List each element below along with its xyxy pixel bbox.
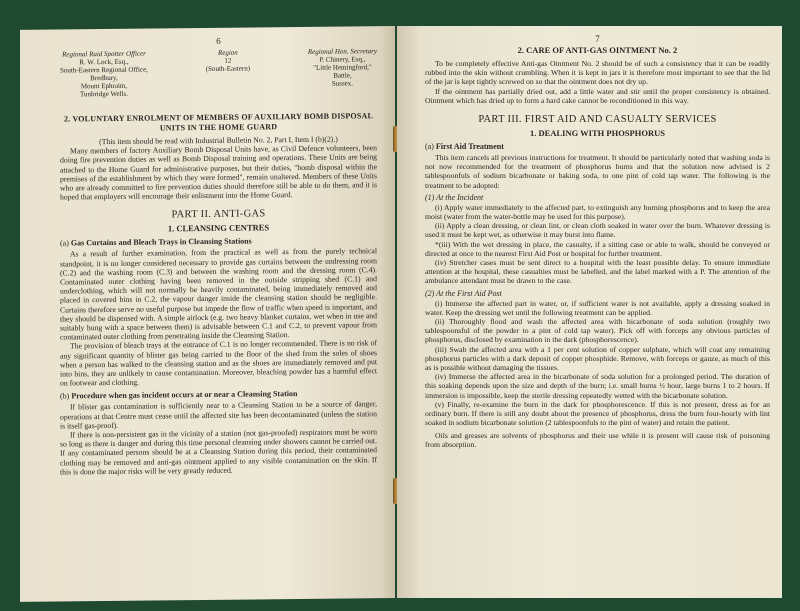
- page-number: 7: [595, 34, 600, 44]
- section-heading: 1. DEALING WITH PHOSPHORUS: [530, 128, 665, 139]
- officer-hon-secretary: Regional Hon. Secretary P. Chinery, Esq., "Little Hemingford," Battle, Sussex.: [307, 47, 377, 88]
- left-page: [20, 26, 395, 602]
- list-item: *(iii) With the wet dressing in place, the casualty, if a sitting case or able to walk, should be conveyed or directed at once to the nearest First Aid Post or hospital for further treatment.: [425, 239, 770, 258]
- section-title: 2. VOLUNTARY ENROLMENT OF MEMBERS OF AUXILIARY BOMB DISPOSAL UNITS IN THE HOME GUARD: [63, 111, 373, 133]
- list-item: (v) Finally, re-examine the burn in the dark for phosphorescence. If this is not present, dress as for an ordinary burn. If there is still any doubt about the presence of phosphorus, dress the burn four-hourly with lint soaked in sodium bicarbonate solution (2 tablespoonfuls to the pint of water) and retain the patient.: [425, 399, 770, 428]
- officer-raid-spotter: Regional Raid Spotter Officer R. W. Lock, Esq., South-Eastern Regional Office, Bredbury, Mount Ephraim, Tunbridge Wells.: [60, 49, 148, 99]
- part-heading: PART II. ANTI-GAS: [171, 208, 266, 221]
- right-page: [397, 26, 782, 598]
- subsection-heading: (a) First Aid Treatment: [425, 142, 504, 152]
- section-note: (This item should be read with Industrial Bulletin No. 2, Part I, Item I (b)(2).): [99, 134, 338, 147]
- list-item: (iv) Immerse the affected area in the bicarbonate of soda solution for a prolonged period. The duration of this soaking depends upon the size and depth of the burn; i.e. small burns ½ hour, large burns 1 to 2 hours. If immersion is impossible, keep the sterile dressing repeatedly wetted with the bicarbonate solution.: [425, 372, 770, 400]
- list-item: (ii) Apply a clean dressing, or clean lint, or clean cloth soaked in water over the burn. Whatever dressing is used it must be kept wet, as otherwise it may burst into flame.: [425, 221, 770, 240]
- subsection-heading: (b) Procedure when gas incident occurs at or near a Cleansing Station: [60, 389, 298, 401]
- closing-paragraph: Oils and greases are solvents of phosphorus and their use while it is present will cause risk of poisoning from absorption.: [425, 430, 770, 449]
- body-paragraph: If blister gas contamination is sufficiently near to a Cleansing Station to be a source of danger, operations at that Centre must cease until the affected site has been decontaminated (unless the station is itself gas-proof).: [60, 399, 377, 431]
- body-paragraph: To be completely effective Anti-gas Ointment No. 2 should be of such a consistency that it can be readily rubbed into the skin without crumbling. When it is kept in jars it is therefore most important to see that the lid of the jar is kept tightly screwed on so that the ointment does not dry up.: [425, 59, 770, 87]
- list-item: (i) Immerse the affected part in water, or, if sufficient water is not available, apply a dressing soaked in water. Keep the dressing wet until the following treatment can be applied.: [425, 298, 770, 317]
- body-paragraph: As a result of further examination, from the practical as well as from the purely technical standpoint, it is no longer considered necessary to provide gas curtains between the undressing room (C.2) and the washing room (C.3) and between the washing room and the dressing room (C.4). Contaminated outer clothing having been removed in the outside stripping shed (C.1) and underclothing, which will not normally be heavily contaminated, being immediately removed and placed in covered bins in C.2, the vapour danger inside the cleansing station should be negligible. Curtains therefore serve no useful purpose but impede the flow of traffic when speed is important, and they should be dispensed with. A simple airlock (e.g. two heavy blanket curtains, wet when in use and suitably hung with a space between them) is advisable between C.1 and C.2, to prevent vapour from contaminated outer clothing from penetrating inside the Cleansing Station.: [60, 246, 377, 342]
- body-paragraph: If the ointment has partially dried out, add a little water and stir until the proper consistency is obtained. Ointment which has dried up to form a hard cake cannot be reconditioned in this way.: [425, 86, 770, 105]
- officer-region: Region 12 (South-Eastern): [205, 48, 251, 73]
- section-heading: 1. CLEANSING CENTRES: [167, 222, 270, 234]
- page-number: 6: [216, 35, 221, 46]
- list-item: (i) Apply water immediately to the affected part, to extinguish any burning phosphorus and to keep the area moist (water from the water-bottle may be used for this purpose).: [425, 202, 770, 222]
- body-paragraph: This item cancels all previous instructions for treatment. It should be particularly noted that washing soda is not now recommended for the treatment of phosphorus burns and that the solution now advised is 2 tablespoonfuls of sodium bicarbonate or baking soda, to one pint of cold tap water. The following is the treatment to be adopted:: [425, 153, 770, 190]
- numbered-heading: (2) At the First Aid Post: [425, 288, 502, 298]
- body-paragraph: The provision of bleach trays at the entrance of C.1 is no longer recommended. There is no risk of any significant quantity of blister gas being carried to the floor of the shed from the soles of shoes when a person has walked to the cleansing station and as the shoes are immediately removed and put into bins, they are unlikely to cause contamination. Moreover, bleaching powder has a harmful effect on footwear and clothing.: [60, 338, 377, 388]
- subsection-heading: (a) Gas Curtains and Bleach Trays in Cleansing Stations: [60, 236, 252, 248]
- list-item: (ii) Thoroughly flood and wash the affected area with bicarbonate of soda solution (roughly two tablespoonsful of the powder to a pint of cold tap water). Pick off with forceps any obvious particles of phosphorus, disclosed by examination in the dark (phosphorescence).: [425, 317, 770, 345]
- part-heading: PART III. FIRST AID AND CASUALTY SERVICES: [478, 114, 717, 126]
- section-heading: 2. CARE OF ANTI-GAS OINTMENT No. 2: [517, 45, 678, 55]
- numbered-heading: (1) At the Incident: [425, 192, 484, 202]
- body-paragraph: Many members of factory Auxiliary Bomb Disposal Units have, as Civil Defence volunteers, been doing fire prevention duties as well as Bomb Disposal training and operations. These Units are being attached to the Home Guard for administrative purposes, but their duties, "bomb disposal within the premises of the establishment by which they were formed", remain unaltered. Members of these Units who are already committed to fire prevention duties should therefore still be able to do them, and it is hoped that employers will encourage their enlistment into the Home Guard.: [60, 143, 377, 202]
- booklet-spread: [20, 26, 782, 598]
- list-item: (iii) Swab the affected area with a 1 per cent solution of copper sulphate, which will coat any remaining phosphorus particles with a dark deposit of copper phosphide. Remove, with forceps or gauze, as much of this as is possible without damaging the tissues.: [425, 344, 770, 373]
- body-paragraph: If there is non-persistent gas in the vicinity of a station (not gas-proofed) respirators must be worn so long as there is danger and during this time personal cleansing under showers cannot be carried out. If any contaminated persons should be at a Cleansing Station during this period, their contaminated clothing may be removed and anti-gas ointment applied to any visible contamination on the skin. If this is done the major risks will be very greatly reduced.: [60, 427, 377, 477]
- list-item: (iv) Stretcher cases must be sent direct to a hospital with the least possible delay. To ensure immediate attention at the hospital, these casualties must be labelled, and the label marked with a P. The attention of the ambulance attendant must be drawn to the case.: [425, 258, 770, 286]
- officers-block: [60, 47, 377, 98]
